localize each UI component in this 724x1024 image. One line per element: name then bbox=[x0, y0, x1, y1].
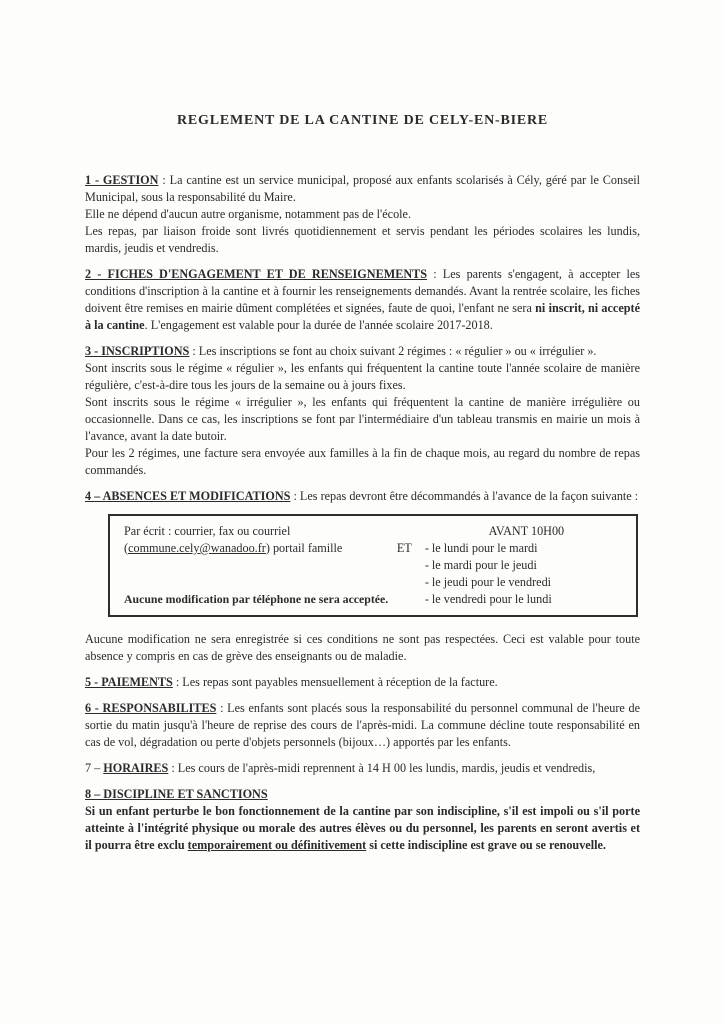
section-fiches-body2: . L'engagement est valable pour la durée de l'année scolaire 2017-2018. bbox=[144, 318, 493, 332]
section-paiements-body: Les repas sont payables mensuellement à réception de la facture. bbox=[182, 675, 498, 689]
section-fiches-bold-text: ni inscrit, ni accepté à la cantine bbox=[85, 301, 640, 332]
section-inscriptions-heading: 3 - INSCRIPTIONS bbox=[85, 344, 190, 358]
section-inscriptions-body2: Sont inscrits sous le régime « régulier », les enfants qui fréquentent la cantine toute l'année scolaire de manière régulière, c'est-à-dire tous les jours de la semaine ou à jours fixes. bbox=[85, 361, 640, 392]
day-rule: - le vendredi pour le lundi bbox=[424, 592, 552, 606]
scan-artifact bbox=[332, 118, 336, 122]
section-horaires bbox=[85, 760, 640, 777]
section-fiches-heading: 2 - FICHES D'ENGAGEMENT ET DE RENSEIGNEMENTS bbox=[85, 267, 428, 281]
section-responsabilites-body: Les enfants sont placés sous la responsabilité du personnel communal de l'heure de sortie du matin jusqu'à l'heure de reprise des cours de l'après-midi. La commune décline toute responsabilité en cas de vol, dégradation ou perte d'objets personnels (bijoux…) apportés par les enfants. bbox=[85, 701, 640, 749]
section-gestion-body3: Les repas, par liaison froide sont livrés quotidiennement et servis pendant les périodes scolaires les lundis, mardis, jeudis et vendredis. bbox=[85, 224, 640, 255]
heading-colon: : bbox=[158, 173, 170, 187]
section-inscriptions bbox=[85, 343, 640, 479]
section-discipline-underlined-text: temporairement ou définitivement bbox=[187, 838, 367, 852]
day-rule: - le jeudi pour le vendredi bbox=[424, 575, 552, 589]
section-inscriptions-body3: Sont inscrits sous le régime « irrégulier », les enfants qui fréquentent la cantine de manière irrégulière ou occasionnelle. Dans ce cas, les inscriptions se font par l'intermédiaire d'un tableau transmis en mairie un mois à l'avance, avant la date butoir. bbox=[85, 395, 640, 443]
section-gestion-heading: 1 - GESTION bbox=[85, 173, 159, 187]
section-fiches bbox=[85, 266, 640, 334]
day-rule: - le mardi pour le jeudi bbox=[424, 558, 537, 572]
section-gestion-body1: La cantine est un service municipal, proposé aux enfants scolarisés à Cély, géré par le Conseil Municipal, sous la responsabilité du Maire. bbox=[85, 173, 640, 204]
notice-email-line bbox=[124, 540, 397, 557]
portail-famille-label: ) portail famille bbox=[265, 541, 343, 555]
section-gestion bbox=[85, 172, 640, 257]
section-discipline-body2: si cette indiscipline est grave ou se renouvelle. bbox=[366, 838, 606, 852]
section-absences bbox=[85, 488, 640, 505]
section-inscriptions-body1: Les inscriptions se font au choix suivant 2 régimes : « régulier » ou « irrégulier ». bbox=[198, 344, 597, 358]
section-responsabilites-heading: 6 - RESPONSABILITES bbox=[85, 701, 217, 715]
section-absences-body: Les repas devront être décommandés à l'avance de la façon suivante : bbox=[299, 489, 639, 503]
section-discipline bbox=[85, 786, 640, 854]
section-horaires-number: 7 – bbox=[85, 761, 104, 775]
section-discipline-body1: Si un enfant perturbe le bon fonctionnement de la cantine par son indiscipline, s'il est impoli ou s'il porte atteinte à l'intégrité physique ou morale des autres élèves ou du personnel, les parents en seront avertis et il pourra être exclu bbox=[85, 804, 640, 852]
page-title: REGLEMENT DE LA CANTINE DE CELY-EN-BIERE bbox=[176, 113, 549, 128]
absences-notice-box bbox=[108, 514, 638, 617]
section-gestion-body2: Elle ne dépend d'aucun autre organisme, notamment pas de l'école. bbox=[85, 207, 412, 221]
section-responsabilites bbox=[85, 700, 640, 751]
no-phone-note: Aucune modification par téléphone ne sera acceptée. bbox=[124, 592, 389, 606]
cancellation-days-list bbox=[425, 540, 628, 608]
heading-colon: : bbox=[216, 701, 228, 715]
section-absences-heading: 4 – ABSENCES ET MODIFICATIONS bbox=[85, 489, 291, 503]
heading-colon: : bbox=[189, 344, 199, 358]
absences-followup-text: Aucune modification ne sera enregistrée si ces conditions ne sont pas respectées. Ceci est valable pour toute absence y compris en cas de grève des enseignants ou de maladie. bbox=[85, 632, 640, 663]
section-fiches-body1: Les parents s'engagent, à accepter les conditions d'inscription à la cantine et à fournir les renseignements demandés. Avant la rentrée scolaire, les fiches doivent être remises en mairie dûment complétées et signées, faute de quoi, l'enfant ne sera bbox=[85, 267, 640, 315]
section-discipline-heading: 8 – DISCIPLINE ET SANCTIONS bbox=[85, 787, 268, 801]
notice-box-right-column bbox=[397, 523, 628, 608]
notice-box-left-column bbox=[124, 523, 397, 608]
section-horaires-heading: HORAIRES bbox=[103, 761, 169, 775]
heading-colon: : bbox=[290, 489, 300, 503]
paren-open: ( bbox=[124, 541, 129, 555]
heading-colon: : bbox=[168, 761, 178, 775]
absences-followup-paragraph bbox=[85, 631, 640, 665]
section-paiements bbox=[85, 674, 640, 691]
heading-colon: : bbox=[172, 675, 183, 689]
section-inscriptions-body4: Pour les 2 régimes, une facture sera envoyée aux familles à la fin de chaque mois, au regard du nombre de repas commandés. bbox=[85, 446, 640, 477]
heading-colon: : bbox=[427, 267, 443, 281]
conjunction-label: ET bbox=[396, 541, 412, 555]
notice-written-line: Par écrit : courrier, fax ou courriel bbox=[124, 524, 291, 538]
section-paiements-heading: 5 - PAIEMENTS bbox=[85, 675, 173, 689]
section-horaires-body: Les cours de l'après-midi reprennent à 14 H 00 les lundis, mardis, jeudis et vendredis, bbox=[177, 761, 596, 775]
email-address: commune.cely@wanadoo.fr bbox=[128, 541, 266, 555]
day-rule: - le lundi pour le mardi bbox=[424, 541, 538, 555]
deadline-label: AVANT 10H00 bbox=[488, 524, 565, 538]
